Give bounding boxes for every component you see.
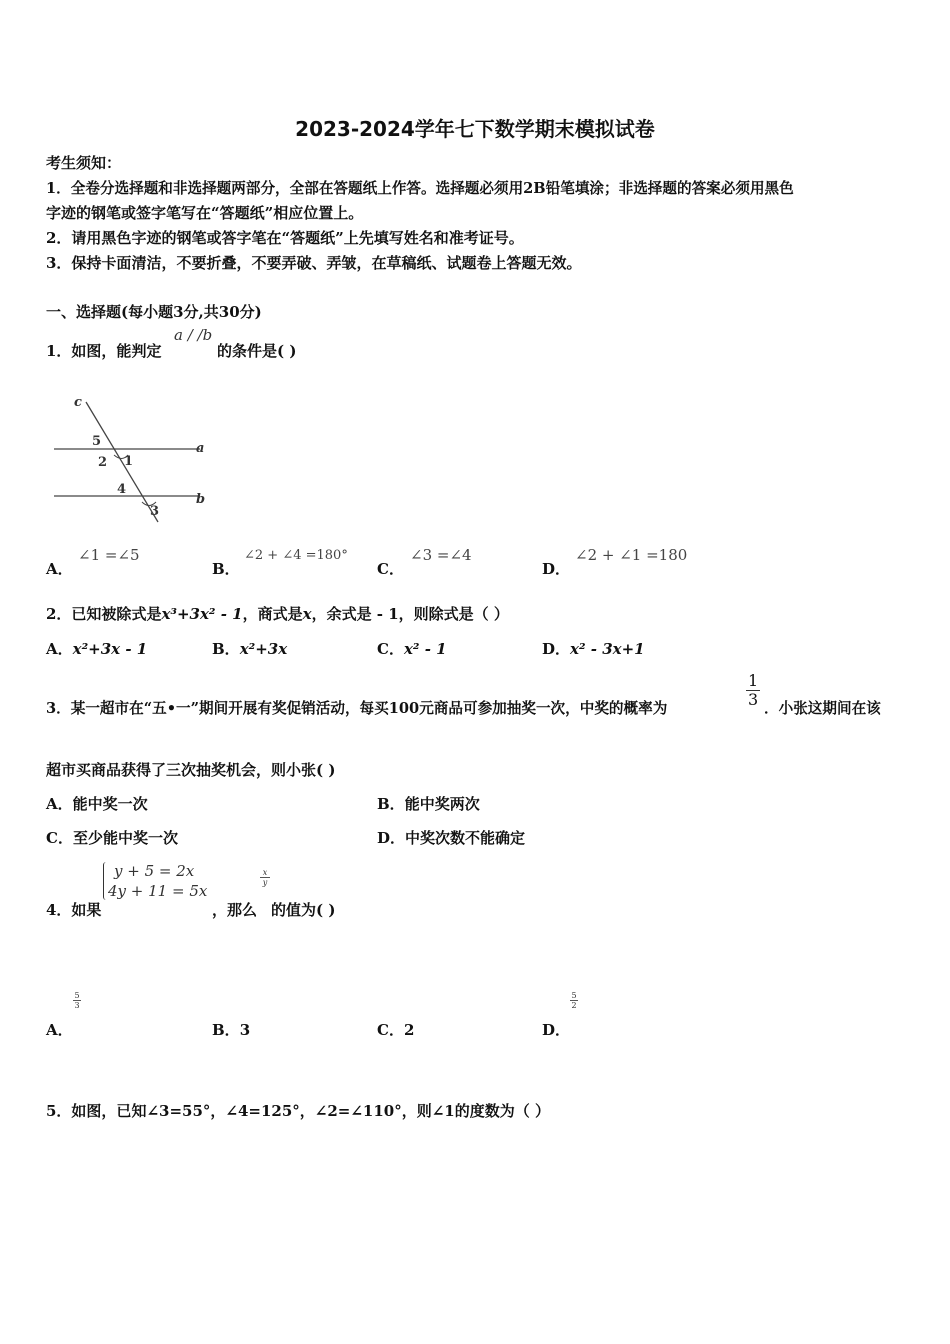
q2-text-1: 2．已知被除式是	[46, 605, 162, 623]
fig-label-c: c	[74, 395, 82, 410]
q3-option-b-label: B．	[377, 795, 405, 813]
section-heading: 一、选择题(每小题3分,共30分)	[46, 303, 262, 321]
q2-option-d-label: D．	[542, 640, 571, 658]
fig-label-2: 2	[98, 455, 108, 470]
q4-option-c[interactable]	[377, 1019, 414, 1040]
q4-stem-pre: 4．如果	[46, 901, 102, 919]
q2-option-d-math: x² - 3x+1	[570, 640, 645, 658]
q3-option-d[interactable]	[377, 827, 525, 848]
q3-option-c[interactable]	[46, 827, 178, 848]
q3-option-d-label: D．	[377, 829, 406, 847]
notice-heading: 考生须知：	[46, 154, 122, 172]
q4-ratio-fraction	[260, 868, 270, 887]
q2-option-a-label: A．	[46, 640, 73, 658]
q2-option-b-math: x²+3x	[239, 640, 288, 658]
notice-line-2: 2．请用黑色字迹的钢笔或答字笔在“答题纸”上先填写姓名和准考证号。	[46, 229, 524, 247]
q1-option-b-math: ∠2 + ∠4 =180°	[244, 548, 348, 563]
q4-option-b[interactable]	[212, 1019, 250, 1040]
q4-stem-post: 的值为( )	[271, 901, 336, 919]
q4-option-d-fraction	[570, 991, 578, 1010]
q2-option-c-label: C．	[377, 640, 404, 658]
q3-probability-fraction	[746, 672, 760, 709]
q2-quotient: x	[302, 605, 312, 623]
q1-option-d-label[interactable]: D．	[542, 560, 571, 578]
q1-stem-post: 的条件是( )	[217, 342, 297, 360]
q2-option-c-math: x² - 1	[403, 640, 447, 658]
q3-line-1-end: ．小张这期间在该	[764, 700, 881, 717]
q3-frac-num: 1	[748, 671, 759, 690]
q4-option-a-label[interactable]: A．	[46, 1021, 73, 1039]
q2-option-b[interactable]	[212, 638, 287, 659]
fig-label-a: a	[196, 441, 205, 456]
q5-stem: 5．如图，已知∠3=55°，∠4=125°，∠2=∠110°，则∠1的度数为（ ）	[46, 1102, 550, 1120]
q1-option-b-label[interactable]: B．	[212, 560, 240, 578]
q4-option-c-text: 2	[403, 1021, 415, 1039]
q4-option-d-num: 5	[571, 991, 577, 1000]
q4-option-a-num: 5	[74, 991, 80, 1000]
q1-option-a-label[interactable]: A．	[46, 560, 73, 578]
line-c	[86, 402, 158, 522]
q2-dividend: x³+3x² - 1	[161, 605, 243, 623]
fig-label-1: 1	[124, 454, 134, 469]
q2-option-b-label: B．	[212, 640, 240, 658]
fig-label-4: 4	[117, 482, 127, 497]
fig-label-b: b	[196, 492, 206, 507]
fig-label-3: 3	[150, 504, 160, 519]
notice-line-3: 3．保持卡面清洁，不要折叠，不要弄破、弄皱，在草稿纸、试题卷上答题无效。	[46, 254, 582, 272]
q1-stem-pre: 1．如图，能判定	[46, 342, 162, 360]
q4-option-a-fraction	[73, 991, 81, 1010]
q3-line-2: 超市买商品获得了三次抽奖机会，则小张( )	[46, 761, 336, 779]
q4-system-brace	[103, 862, 106, 900]
q1-figure	[46, 392, 216, 524]
q3-option-b[interactable]	[377, 793, 480, 814]
q2-text-2: ，商式是	[242, 605, 303, 623]
q3-option-c-label: C．	[46, 829, 73, 847]
q1-option-c-math: ∠3 =∠4	[410, 546, 472, 564]
q3-option-a[interactable]	[46, 793, 148, 814]
q3-option-b-text: 能中奖两次	[404, 795, 480, 813]
q4-option-c-label: C．	[377, 1021, 404, 1039]
q4-option-a-den: 3	[74, 1001, 80, 1010]
q1-option-c-label[interactable]: C．	[377, 560, 404, 578]
q2-text-3: ，余式是 - 1，则除式是（ ）	[311, 605, 509, 623]
q3-option-c-text: 至少能中奖一次	[72, 829, 178, 847]
q4-equation-2: 4y + 11 = 5x	[108, 882, 208, 900]
q2-option-a-math: x²+3x - 1	[72, 640, 148, 658]
q4-equation-1: y + 5 = 2x	[114, 862, 195, 880]
q4-option-b-text: 3	[239, 1021, 251, 1039]
q1-option-d-math: ∠2 + ∠1 =180	[575, 546, 688, 564]
q3-frac-den: 3	[748, 690, 759, 709]
q2-option-a[interactable]	[46, 638, 147, 659]
q3-option-a-text: 能中奖一次	[72, 795, 148, 813]
q2-option-c[interactable]	[377, 638, 447, 659]
q3-option-d-text: 中奖次数不能确定	[405, 829, 526, 847]
notice-line-1b: 字迹的钢笔或签字笔写在“答题纸”相应位置上。	[46, 204, 364, 222]
q3-line-1: 3．某一超市在“五•一”期间开展有奖促销活动，每买100元商品可参加抽奖一次，中奖的概率为	[46, 700, 668, 717]
q1-stem-math: a / /b	[174, 326, 213, 344]
q2-option-d[interactable]	[542, 638, 645, 659]
q4-stem-mid: ，那么	[212, 901, 258, 919]
q3-option-a-label: A．	[46, 795, 73, 813]
q4-option-d-den: 2	[571, 1001, 577, 1010]
fig-label-5: 5	[92, 434, 102, 449]
q4-option-b-label: B．	[212, 1021, 240, 1039]
page-title: 2023-2024学年七下数学期末模拟试卷	[295, 117, 655, 141]
q1-option-a-math: ∠1 =∠5	[78, 546, 140, 564]
q4-ratio-num: x	[260, 868, 270, 878]
q4-ratio-den: y	[262, 878, 268, 887]
notice-line-1: 1．全卷分选择题和非选择题两部分，全部在答题纸上作答。选择题必须用2B铅笔填涂；非选择题的答案必须用黑色	[46, 180, 794, 197]
q4-option-d-label[interactable]: D．	[542, 1021, 571, 1039]
q2-stem	[46, 603, 509, 624]
